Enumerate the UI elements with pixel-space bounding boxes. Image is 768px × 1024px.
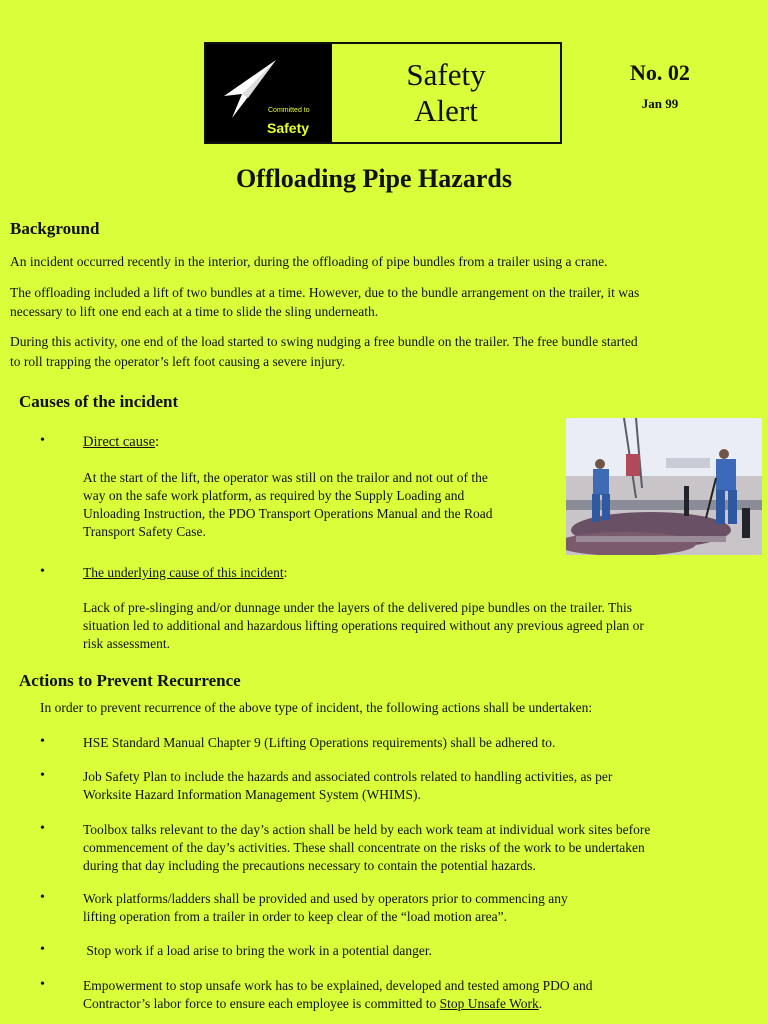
bullet: •	[40, 890, 45, 905]
incident-photo	[566, 418, 762, 555]
action-item-3-line: Toolbox talks relevant to the day’s action shall be held by each work team at individual work sites before	[83, 822, 651, 837]
action-item-4-line: lifting operation from a trailer in order to keep clear of the “load motion area”.	[83, 909, 507, 924]
action-item-6-period: .	[538, 996, 543, 1011]
page-title: Offloading Pipe Hazards	[236, 164, 512, 193]
bullet: •	[40, 768, 45, 783]
bullet: •	[40, 942, 45, 957]
action-item-2-line: Job Safety Plan to include the hazards and associated controls related to handling activities, as per	[83, 769, 613, 784]
alert-title	[332, 44, 560, 142]
action-item-4	[83, 890, 568, 926]
action-item-6-line-1: Empowerment to stop unsafe work has to be explained, developed and tested among PDO and	[83, 978, 593, 993]
action-item-3	[83, 821, 650, 875]
bullet: •	[40, 734, 45, 749]
actions-intro: In order to prevent recurrence of the above type of incident, the following actions shall be undertaken:	[40, 700, 593, 715]
logo-word: Safety	[267, 120, 310, 136]
direct-cause-line: Unloading Instruction, the PDO Transport Operations Manual and the Road	[83, 506, 493, 521]
action-item-1: HSE Standard Manual Chapter 9 (Lifting Operations requirements) shall be adhered to.	[83, 735, 556, 750]
bullet: •	[40, 433, 45, 448]
background-heading: Background	[10, 219, 100, 238]
background-paragraph-3-line-1: During this activity, one end of the load started to swing nudging a free bundle on the trailer. The free bundle started	[10, 334, 638, 349]
underlying-cause-label-text: The underlying cause of this incident	[83, 565, 284, 580]
underlying-cause-text	[83, 599, 644, 653]
alert-title-line2: Alert	[414, 93, 478, 128]
underlying-cause-line: risk assessment.	[83, 636, 170, 651]
actions-heading: Actions to Prevent Recurrence	[19, 671, 241, 690]
background-paragraph-3-line-2: to roll trapping the operator’s left foot causing a severe injury.	[10, 354, 346, 369]
underlying-cause-line: situation led to additional and hazardous lifting operations required without any previous agreed plan or	[83, 618, 644, 633]
direct-cause-label	[83, 433, 159, 451]
direct-cause-line: At the start of the lift, the operator was still on the trailor and not out of the	[83, 470, 488, 485]
action-item-6-line-2	[83, 995, 593, 1013]
action-item-6-line-2-text: Contractor’s labor force to ensure each employee is committed to	[83, 996, 440, 1011]
underlying-cause-colon: :	[283, 565, 288, 580]
issue-date: Jan 99	[641, 96, 679, 111]
bullet: •	[40, 821, 45, 836]
action-item-4-line: Work platforms/ladders shall be provided and used by operators prior to commencing any	[83, 891, 568, 906]
underlying-cause-line: Lack of pre-slinging and/or dunnage under the layers of the delivered pipe bundles on the trailer. This	[83, 600, 632, 615]
underlying-cause-label	[83, 564, 287, 582]
direct-cause-label-text: Direct cause	[83, 434, 156, 450]
direct-cause-line: way on the safe work platform, as required by the Supply Loading and	[83, 488, 465, 503]
background-paragraph-1: An incident occurred recently in the interior, during the offloading of pipe bundles from a trailer using a crane.	[10, 254, 608, 269]
incident-photo-image	[566, 418, 762, 555]
direct-cause-text	[83, 469, 492, 541]
logo-tagline: Committed to	[268, 107, 310, 114]
bullet: •	[40, 564, 45, 579]
causes-heading: Causes of the incident	[19, 392, 179, 411]
direct-cause-colon: :	[155, 434, 160, 450]
issue-number: No. 02	[630, 60, 690, 85]
action-item-3-line: during that day including the precautions necessary to contain the potential hazards.	[83, 858, 536, 873]
safety-alert-header	[204, 42, 562, 144]
background-paragraph-2-line-1: The offloading included a lift of two bundles at a time. However, due to the bundle arrangement on the trailer, it was	[10, 285, 640, 300]
bullet: •	[40, 977, 45, 992]
alert-title-line1: Safety	[406, 57, 486, 92]
action-item-2	[83, 768, 612, 804]
action-item-5: Stop work if a load arise to bring the work in a potential danger.	[83, 943, 433, 958]
committed-to-safety-logo	[206, 44, 332, 142]
stop-unsafe-work-link[interactable]: Stop Unsafe Work	[439, 996, 539, 1011]
direct-cause-line: Transport Safety Case.	[83, 524, 206, 539]
action-item-2-line: Worksite Hazard Information Management System (WHIMS).	[83, 787, 421, 802]
action-item-3-line: commencement of the day’s activities. These shall concentrate on the risks of the work to be undertaken	[83, 840, 645, 855]
action-item-6	[83, 977, 593, 1013]
background-paragraph-2-line-2: necessary to lift one end each at a time to slide the sling underneath.	[10, 304, 379, 319]
